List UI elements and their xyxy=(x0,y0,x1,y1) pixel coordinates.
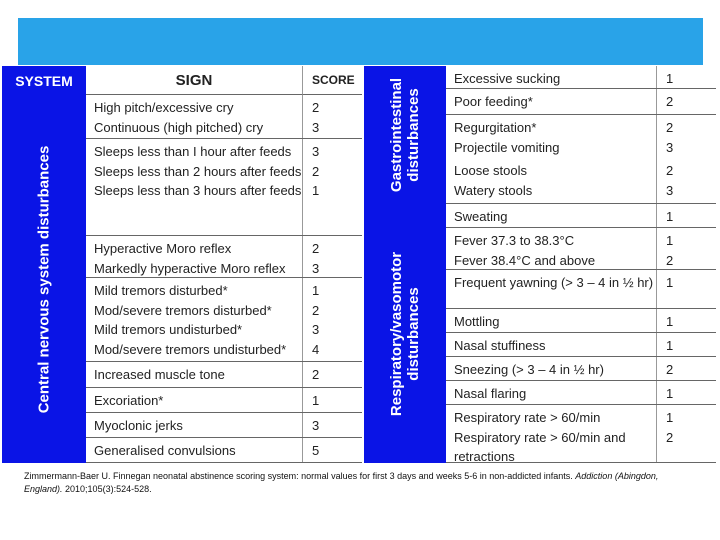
score-value: 3 xyxy=(666,139,674,155)
sign-text: Fever 37.3 to 38.3°C xyxy=(454,233,575,248)
score-value: 3 xyxy=(312,119,320,135)
sign-group xyxy=(446,66,716,89)
sign-text: Continuous (high pitched) cry xyxy=(94,119,264,135)
sign-cell xyxy=(86,438,302,461)
score-cell xyxy=(302,139,362,235)
sign-text: Myoclonic jerks xyxy=(94,418,183,433)
score-cell xyxy=(656,204,716,227)
sign-text: Mottling xyxy=(454,314,500,329)
sign-text: High pitch/excessive cry xyxy=(94,100,234,115)
sign-text: Mild tremors undisturbed* xyxy=(94,322,243,337)
sign-group xyxy=(446,333,716,357)
sign-group xyxy=(86,139,362,236)
sign-text: Watery stools xyxy=(454,182,533,198)
score-value: 1 xyxy=(666,233,674,248)
score-cell xyxy=(656,228,716,269)
sign-text: Poor feeding* xyxy=(454,94,533,109)
sign-text: Sleeps less than 3 hours after feeds xyxy=(94,183,302,198)
sign-group xyxy=(86,413,362,438)
score-cell xyxy=(656,270,716,308)
score-cell xyxy=(656,357,716,380)
score-value: 1 xyxy=(312,183,320,198)
sign-cell xyxy=(446,357,656,380)
score-cell xyxy=(656,66,716,88)
header-sign: SIGN xyxy=(86,66,302,95)
sign-cell xyxy=(446,381,656,404)
score-value: 1 xyxy=(312,393,320,408)
sign-cell xyxy=(446,309,656,332)
score-cell xyxy=(656,381,716,404)
score-value: 2 xyxy=(312,367,320,382)
score-value: 5 xyxy=(312,443,320,458)
sign-group xyxy=(446,204,716,228)
score-cell xyxy=(656,309,716,332)
score-cell xyxy=(656,115,716,158)
sign-text: Mod/severe tremors disturbed* xyxy=(94,302,272,318)
sign-text: Excessive sucking xyxy=(454,71,561,86)
header-system-label: SYSTEM xyxy=(15,72,73,89)
sign-group xyxy=(446,89,716,115)
sign-text: Nasal flaring xyxy=(454,386,527,401)
sign-text: Excoriation* xyxy=(94,393,164,408)
sign-group xyxy=(86,95,362,139)
sign-text: Hyperactive Moro reflex xyxy=(94,241,232,256)
sign-group xyxy=(86,278,362,362)
sign-group xyxy=(446,309,716,333)
score-value: 2 xyxy=(312,100,320,115)
sign-text: Increased muscle tone xyxy=(94,367,225,382)
score-value: 1 xyxy=(666,314,674,329)
score-cell xyxy=(302,95,362,138)
score-value: 4 xyxy=(312,341,320,357)
sign-text: Respiratory rate > 60/min xyxy=(454,410,601,425)
score-value: 2 xyxy=(666,429,674,445)
score-value: 2 xyxy=(312,241,320,256)
sign-cell xyxy=(446,228,656,270)
sign-cell xyxy=(446,270,656,293)
score-cell xyxy=(656,89,716,114)
sign-cell xyxy=(446,204,656,227)
sign-text: Markedly hyperactive Moro reflex xyxy=(94,260,286,276)
score-value: 2 xyxy=(666,362,674,377)
score-value: 2 xyxy=(312,163,320,179)
title-banner xyxy=(18,18,703,65)
score-cell xyxy=(302,388,362,412)
score-cell xyxy=(302,413,362,437)
score-value: 2 xyxy=(312,302,320,318)
score-value: 3 xyxy=(312,144,320,159)
sign-text: Projectile vomiting xyxy=(454,139,560,155)
citation xyxy=(24,470,694,496)
sign-text: Nasal stuffiness xyxy=(454,338,546,353)
score-value: 1 xyxy=(666,338,674,353)
header-score: SCORE xyxy=(302,66,362,95)
citation-details: 2010;105(3):524-528. xyxy=(62,484,152,494)
system-resp xyxy=(364,204,446,463)
score-value: 3 xyxy=(312,260,320,276)
sign-text: Sleeps less than I hour after feeds xyxy=(94,144,292,159)
score-cell xyxy=(302,362,362,387)
sign-cell xyxy=(86,95,302,137)
sign-cell xyxy=(86,278,302,359)
sign-cell xyxy=(446,158,656,200)
score-value: 2 xyxy=(666,94,674,109)
system-gi-label: Gastrointestinal disturbances xyxy=(388,77,423,193)
sign-group xyxy=(86,236,362,278)
sign-text: Mild tremors disturbed* xyxy=(94,283,228,298)
sign-text: Generalised convulsions xyxy=(94,443,236,458)
sign-text: Mod/severe tremors undisturbed* xyxy=(94,341,287,357)
sign-text: Sleeps less than 2 hours after feeds xyxy=(94,163,302,179)
header-system xyxy=(2,66,86,95)
score-cell xyxy=(656,158,716,203)
score-value: 3 xyxy=(312,418,320,433)
sign-group xyxy=(86,362,362,388)
sign-cell xyxy=(446,405,656,467)
sign-group xyxy=(86,438,362,463)
score-cell xyxy=(302,438,362,462)
sign-text: Fever 38.4°C and above xyxy=(454,252,596,268)
sign-text: Frequent yawning (> 3 – 4 in ½ hr) xyxy=(454,275,654,290)
sign-cell xyxy=(446,333,656,356)
score-value: 3 xyxy=(666,182,674,198)
score-value: 2 xyxy=(666,163,674,178)
score-value: 1 xyxy=(312,283,320,298)
score-value: 1 xyxy=(666,410,674,425)
score-cell xyxy=(302,236,362,277)
left-table xyxy=(2,66,362,463)
sign-cell xyxy=(86,139,302,201)
score-value: 2 xyxy=(666,120,674,135)
system-cns xyxy=(2,95,86,463)
sign-cell xyxy=(86,236,302,278)
sign-group xyxy=(446,357,716,381)
citation-journal: Addiction (Abingdon, England). xyxy=(24,471,659,494)
score-value: 3 xyxy=(312,322,320,337)
sign-text: Regurgitation* xyxy=(454,120,537,135)
sign-group xyxy=(86,388,362,413)
score-value: 2 xyxy=(666,252,674,268)
sign-group xyxy=(446,158,716,204)
score-value: 1 xyxy=(666,71,674,86)
score-value: 1 xyxy=(666,209,674,224)
system-gi xyxy=(364,66,446,204)
score-value: 1 xyxy=(666,386,674,401)
score-cell xyxy=(656,405,716,462)
citation-text: Zimmermann-Baer U. Finnegan neonatal abstinence scoring system: normal values for first 3 days and weeks 5-6 in non-addicted infants. xyxy=(24,471,573,481)
system-cns-label: Central nervous system disturbances xyxy=(35,145,53,413)
sign-cell xyxy=(86,413,302,436)
sign-text: Loose stools xyxy=(454,163,527,178)
sign-group xyxy=(446,270,716,309)
sign-cell xyxy=(446,115,656,157)
sign-text: Respiratory rate > 60/min and retractions xyxy=(454,429,626,464)
sign-cell xyxy=(86,362,302,385)
sign-cell xyxy=(86,388,302,411)
sign-group xyxy=(446,228,716,270)
system-resp-label: Respiratory/vasomotor disturbances xyxy=(388,251,422,416)
score-value: 1 xyxy=(666,275,674,290)
sign-cell xyxy=(446,66,656,89)
score-cell xyxy=(656,333,716,356)
sign-cell xyxy=(446,89,656,112)
sign-group xyxy=(446,405,716,463)
right-table xyxy=(364,66,716,463)
sign-text: Sweating xyxy=(454,209,508,224)
sign-group xyxy=(446,115,716,158)
sign-group xyxy=(446,381,716,405)
sign-text: Sneezing (> 3 – 4 in ½ hr) xyxy=(454,362,604,377)
score-cell xyxy=(302,278,362,361)
